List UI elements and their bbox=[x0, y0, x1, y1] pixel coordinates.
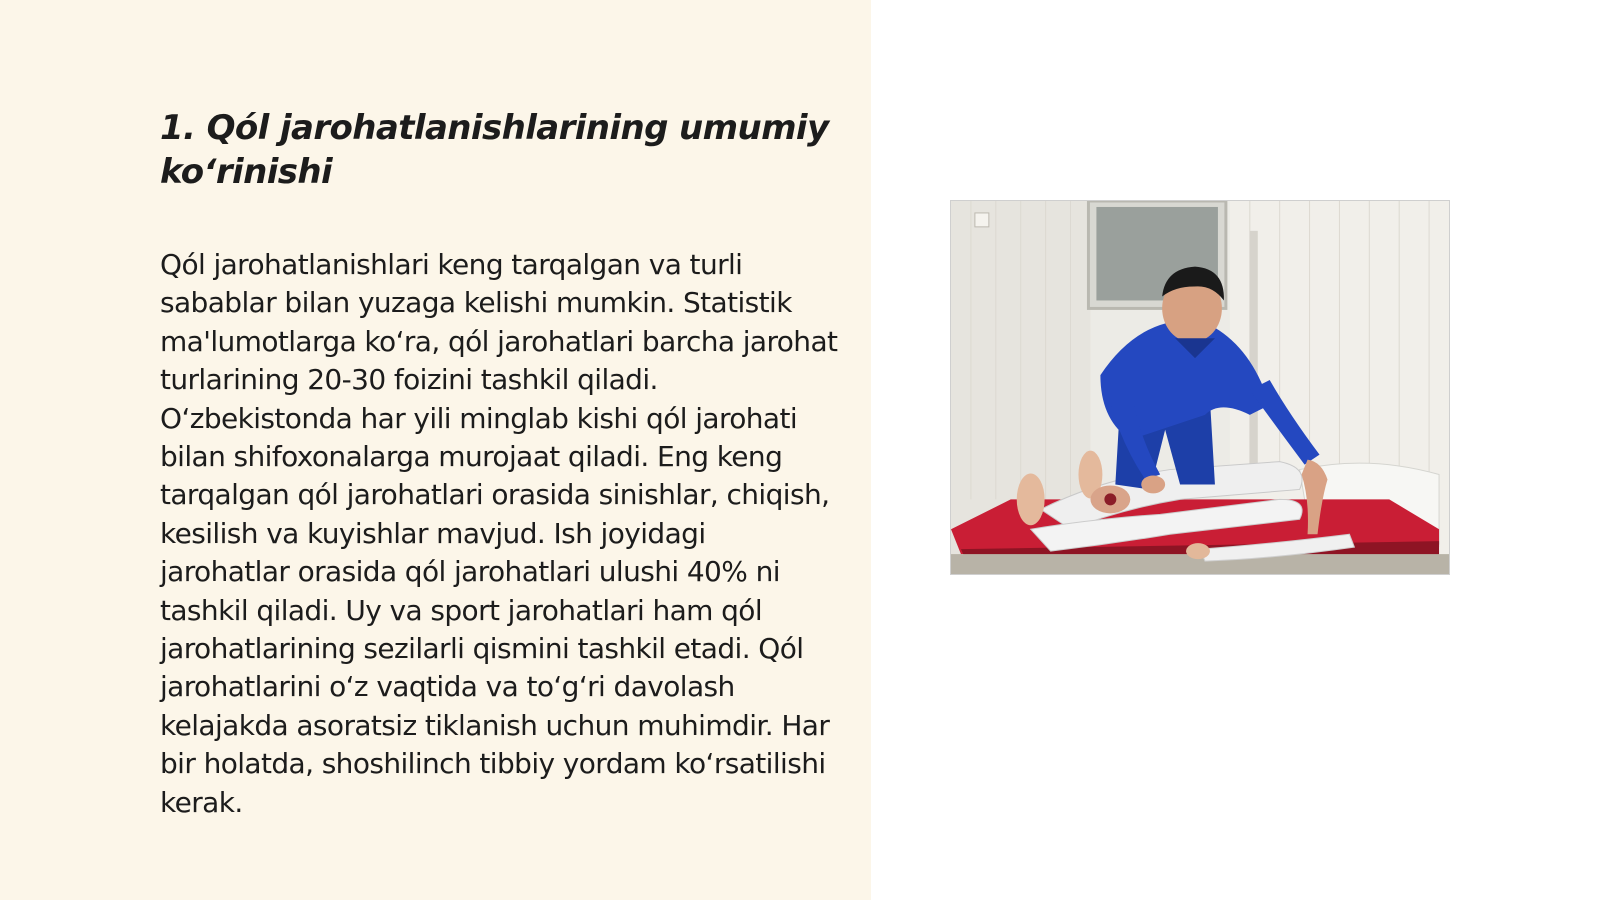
medical-examination-photo bbox=[950, 200, 1450, 575]
slide-title: 1. Qól jarohatlanishlarining umumiy ko‘rinishi bbox=[160, 108, 829, 192]
slide-body-text: Qól jarohatlanishlari keng tarqalgan va turli sabablar bilan yuzaga kelishi mumkin. Statistik ma'lumotlarga ko‘ra, qól jarohatlari barcha jarohat turlarining 20-30 foizini tashkil qiladi. O‘zbekistonda har yili minglab kishi qól jarohati bilan shifoxonalarga murojaat qiladi. Eng keng tarqalgan qól jarohatlari orasida sinishlar, chiqish, kesilish va kuyishlar mavjud. Ish joyidagi jarohatlar orasida qól jarohatlari ulushi 40% ni tashkil qiladi. Uy va sport jarohatlari ham qól jarohatlarining sezilarli qismini tashkil etadi. Qól jarohatlarini o‘z vaqtida va to‘g‘ri davolash kelajakda asoratsiz tiklanish uchun muhimdir. Har bir holatda, shoshilinch tibbiy yordam ko‘rsatilishi kerak. bbox=[160, 248, 838, 819]
